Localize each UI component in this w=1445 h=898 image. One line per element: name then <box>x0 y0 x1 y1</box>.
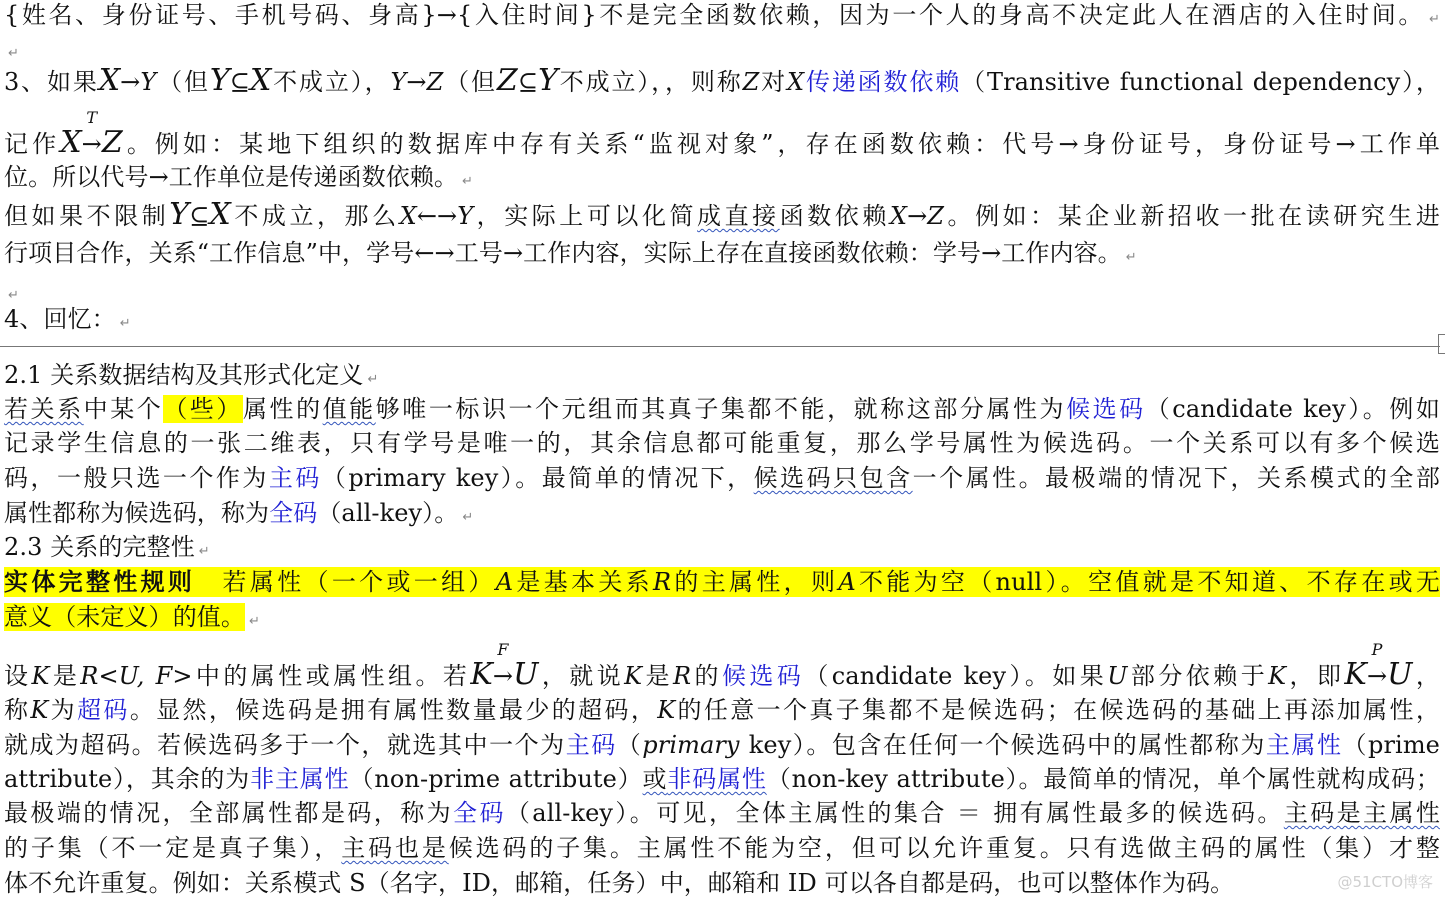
paragraph-mark: ↵ <box>198 544 210 559</box>
text-line <box>4 730 1440 760</box>
var-r: R <box>653 568 672 596</box>
text-span: 不成立）， <box>557 68 666 96</box>
paragraph-mark: ↵ <box>1429 12 1440 27</box>
section-heading <box>4 360 379 395</box>
text-line <box>4 0 1440 35</box>
text-span: 3、如果 <box>4 68 99 96</box>
text-line <box>4 428 1440 458</box>
paragraph-mark: ↵ <box>249 614 260 629</box>
paragraph-mark: ↵ <box>1125 250 1137 265</box>
formula: X→Z <box>889 202 945 230</box>
text-span: 不成立，那么 <box>230 202 400 230</box>
term-link[interactable]: 全码 <box>269 499 318 527</box>
arrow-label: T <box>86 108 98 127</box>
text-span: 属性都称为候选码，称为 <box>4 499 270 527</box>
text-line <box>4 238 1137 273</box>
text-span: ，则称 <box>665 68 743 96</box>
var-k: K <box>657 696 676 724</box>
text-line <box>4 108 1440 160</box>
text-span: 的子集（不一定是真子集）， <box>4 834 342 862</box>
grammar-flag: 主码是主属性 <box>1283 799 1440 827</box>
term-link[interactable]: 非码属性 <box>667 765 767 793</box>
full-dependency-arrow <box>492 640 514 691</box>
var-a: A <box>495 568 514 596</box>
var-y: Y <box>390 68 407 96</box>
var-u: U <box>1387 657 1413 692</box>
text-span: 4、回忆： <box>4 305 116 333</box>
text-span: 中某个 <box>83 395 164 423</box>
empty-line <box>4 34 19 69</box>
text-span: 。显然，候选码是拥有属性数量最少的超码， <box>129 696 658 724</box>
text-line <box>4 162 473 197</box>
heading-text: 2.3 关系的完整性 <box>4 533 195 561</box>
grammar-flag: 若关系 <box>4 395 84 423</box>
arrow: → <box>81 130 102 158</box>
text-span: ，即 <box>1286 662 1345 690</box>
arrow-label: F <box>497 640 509 659</box>
var-x: X <box>98 63 121 98</box>
text-span: ，就说 <box>538 662 625 690</box>
text-span: 函数依赖 <box>779 202 890 230</box>
var-y: Y <box>538 63 558 98</box>
text-span: （primary key）。最简单的情况下， <box>321 464 754 492</box>
text-span: 最极端的情况，全部属性都是码，称为 <box>4 799 454 827</box>
text-span: 就成为超码。若候选码多于一个，就选其中一个为 <box>4 731 566 759</box>
text-span: （prime <box>1342 731 1440 759</box>
text-line <box>4 695 1440 725</box>
term-link[interactable]: 超码 <box>77 696 130 724</box>
formula: X←→Y <box>399 202 474 230</box>
text-span: （all-key）。 <box>317 499 459 527</box>
grammar-flag: 主码也是 <box>341 834 449 862</box>
var-z: Z <box>496 63 518 98</box>
text-span: 的任意一个真子集都不是候选码；在候选码的基础上再添加属性， <box>675 696 1441 724</box>
paragraph-mark: ↵ <box>119 316 131 331</box>
var-z: Z <box>426 68 444 96</box>
arrow: → <box>1366 662 1388 690</box>
text-span: primary <box>642 731 740 759</box>
var-y: Y <box>209 63 230 98</box>
text-span: ， <box>1412 662 1440 690</box>
term-link[interactable]: 主属性 <box>1265 731 1343 759</box>
var-k: K <box>624 662 643 690</box>
subset-symbol: ⊆ <box>229 68 250 96</box>
text-span: ，实际上可以化简 <box>473 202 698 230</box>
text-line <box>4 833 1440 863</box>
text-line <box>4 197 1440 232</box>
text-span: 若属性（一个或一组） <box>195 568 496 596</box>
text-span: 对 <box>759 68 788 96</box>
watermark: @51CTO博客 <box>1337 873 1433 891</box>
text-span: 设 <box>4 662 32 690</box>
text-span: 位。所以代号→工作单位是传递函数依赖。 <box>4 163 459 191</box>
var-u: U <box>1107 662 1128 690</box>
text-span: 够唯一标识一个元组而其真子集都不能，就称这部分属性为 <box>375 395 1067 423</box>
text-span: （Transitive functional dependency）， <box>961 68 1441 96</box>
text-span: （non-prime attribute） <box>349 765 643 793</box>
text-span: 部分依赖于 <box>1127 662 1269 690</box>
paragraph-mark: ↵ <box>8 288 19 303</box>
paragraph-mark: ↵ <box>367 372 379 387</box>
text-span: 不成立）， <box>271 68 391 96</box>
paragraph-mark: ↵ <box>462 174 474 189</box>
text-span: 不能为空（null）。空值就是不知道、不存在或无 <box>855 568 1441 596</box>
text-span: 但如果不限制 <box>4 202 170 230</box>
var-y: Y <box>140 68 157 96</box>
text-span: 码，一般只选一个作为 <box>4 464 269 492</box>
text-span: key）。包含在任何一个候选码中的属性都称为 <box>739 731 1266 759</box>
formula: R<U, F> <box>80 662 193 690</box>
var-k: K <box>30 696 49 724</box>
var-r: R <box>673 662 692 690</box>
text-span: （candidate key）。例如 <box>1145 395 1440 423</box>
text-line <box>4 764 1440 794</box>
var-x: X <box>209 197 231 232</box>
transitive-arrow <box>81 108 102 159</box>
margin-bracket <box>1438 334 1445 354</box>
text-span: （ <box>616 731 643 759</box>
term-link[interactable]: 全码 <box>453 799 506 827</box>
paragraph-mark: ↵ <box>8 46 19 61</box>
text-span: 候选码的子集。主属性不能为空，但可以允许重复。只有选做主码的属性（集）才整 <box>448 834 1440 862</box>
rule-title: 实体完整性规则 <box>4 567 196 596</box>
paragraph-mark: ↵ <box>462 510 474 525</box>
text-span: （all-key）。可见，全体主属性的集合 ＝ 拥有属性最多的候选码。 <box>505 799 1284 827</box>
grammar-flag: 候选码只包含 <box>753 464 913 492</box>
var-y: Y <box>169 197 190 232</box>
highlighted-line <box>4 567 1440 597</box>
var-x: X <box>787 68 805 96</box>
text-span: 属性的 <box>242 395 323 423</box>
term-link[interactable]: 主码 <box>268 464 322 492</box>
text-span: 记作 <box>4 130 61 158</box>
highlight-span: （些） <box>163 395 243 423</box>
text-span: 体不允许重复。例如：关系模式 S（名字，ID，邮箱，任务）中，邮箱和 ID 可以各自都是码，也可以整体作为码。 <box>4 869 1235 897</box>
arrow: → <box>120 68 141 96</box>
text-span: 。例如：某企业新招收一批在读研究生进 <box>944 202 1440 230</box>
text-line <box>4 63 1441 98</box>
heading-text: 2.1 关系数据结构及其形式化定义 <box>4 361 364 389</box>
term-link[interactable]: 主码 <box>565 731 617 759</box>
var-u: U <box>513 657 539 692</box>
text-line <box>4 640 1440 692</box>
grammar-flag: 或 <box>642 765 668 793</box>
text-span: 是基本关系 <box>513 568 653 596</box>
arrow-label: P <box>1371 640 1383 659</box>
text-span: 中的属性或属性组。若 <box>192 662 471 690</box>
text-span: 。例如：某地下组织的数据库中存有关系“监视对象”，存在函数依赖：代号→身份证号，身份证号→工作单 <box>122 130 1440 158</box>
highlight-span: 意义（未定义）的值。 <box>4 603 245 631</box>
term-link[interactable]: 候选码 <box>1066 395 1146 423</box>
term-link[interactable]: 候选码 <box>721 662 805 690</box>
partial-dependency-arrow <box>1366 640 1388 691</box>
var-k: K <box>1268 662 1287 690</box>
var-k: K <box>31 662 50 690</box>
section-heading <box>4 532 210 567</box>
arrow: → <box>492 662 514 690</box>
text-span: （non-key attribute）。最简单的情况，单个属性就构成码； <box>766 765 1441 793</box>
text-line <box>4 394 1440 424</box>
grammar-flag: 成直接 <box>697 202 780 230</box>
subset-symbol: ⊆ <box>189 202 210 230</box>
term-link[interactable]: 非主属性 <box>250 765 350 793</box>
text-span: 行项目合作，关系“工作信息”中，学号←→工号→工作内容，实际上存在直接函数依赖：学号→工作内容。 <box>4 239 1122 267</box>
var-x: X <box>60 125 82 160</box>
text-span: （candidate key）。如果 <box>804 662 1108 690</box>
var-x: X <box>249 63 272 98</box>
text-line <box>4 463 1440 493</box>
grammar-flag: 值能 <box>322 395 376 423</box>
text-span: 是 <box>642 662 673 690</box>
var-z: Z <box>742 68 760 96</box>
page-divider <box>0 346 1440 347</box>
subset-symbol: ⊆ <box>517 68 539 96</box>
var-a: A <box>838 568 856 596</box>
text-span: （但 <box>443 68 497 96</box>
text-line <box>4 498 473 533</box>
text-span: 的 <box>691 662 722 690</box>
var-k: K <box>1344 657 1367 692</box>
text-line <box>4 798 1440 828</box>
var-z: Z <box>101 125 123 160</box>
arrow: → <box>406 68 427 96</box>
text-span: 是 <box>49 662 81 690</box>
term-link[interactable]: 传递函数依赖 <box>804 68 962 96</box>
text-span: attribute），其余的为 <box>4 765 251 793</box>
text-span: 一个属性。最极端的情况下，关系模式的全部 <box>912 464 1440 492</box>
text-span: 为 <box>48 696 78 724</box>
text-span: （但 <box>156 68 210 96</box>
text-span: 记录学生信息的一张二维表，只有学号是唯一的，其余信息都可能重复，那么学号属性为候选码。一个关系可以有多个候选 <box>4 429 1440 457</box>
text-span: 的主属性，则 <box>671 568 839 596</box>
text-line <box>4 868 1234 898</box>
text-span: {姓名、身份证号、手机号码、身高}→{入住时间}不是完全函数依赖，因为一个人的身高不决定此人在酒店的入住时间。 <box>4 1 1425 29</box>
var-k: K <box>470 657 493 692</box>
text-line <box>4 304 131 339</box>
text-line <box>4 602 260 637</box>
text-span: 称 <box>4 696 31 724</box>
